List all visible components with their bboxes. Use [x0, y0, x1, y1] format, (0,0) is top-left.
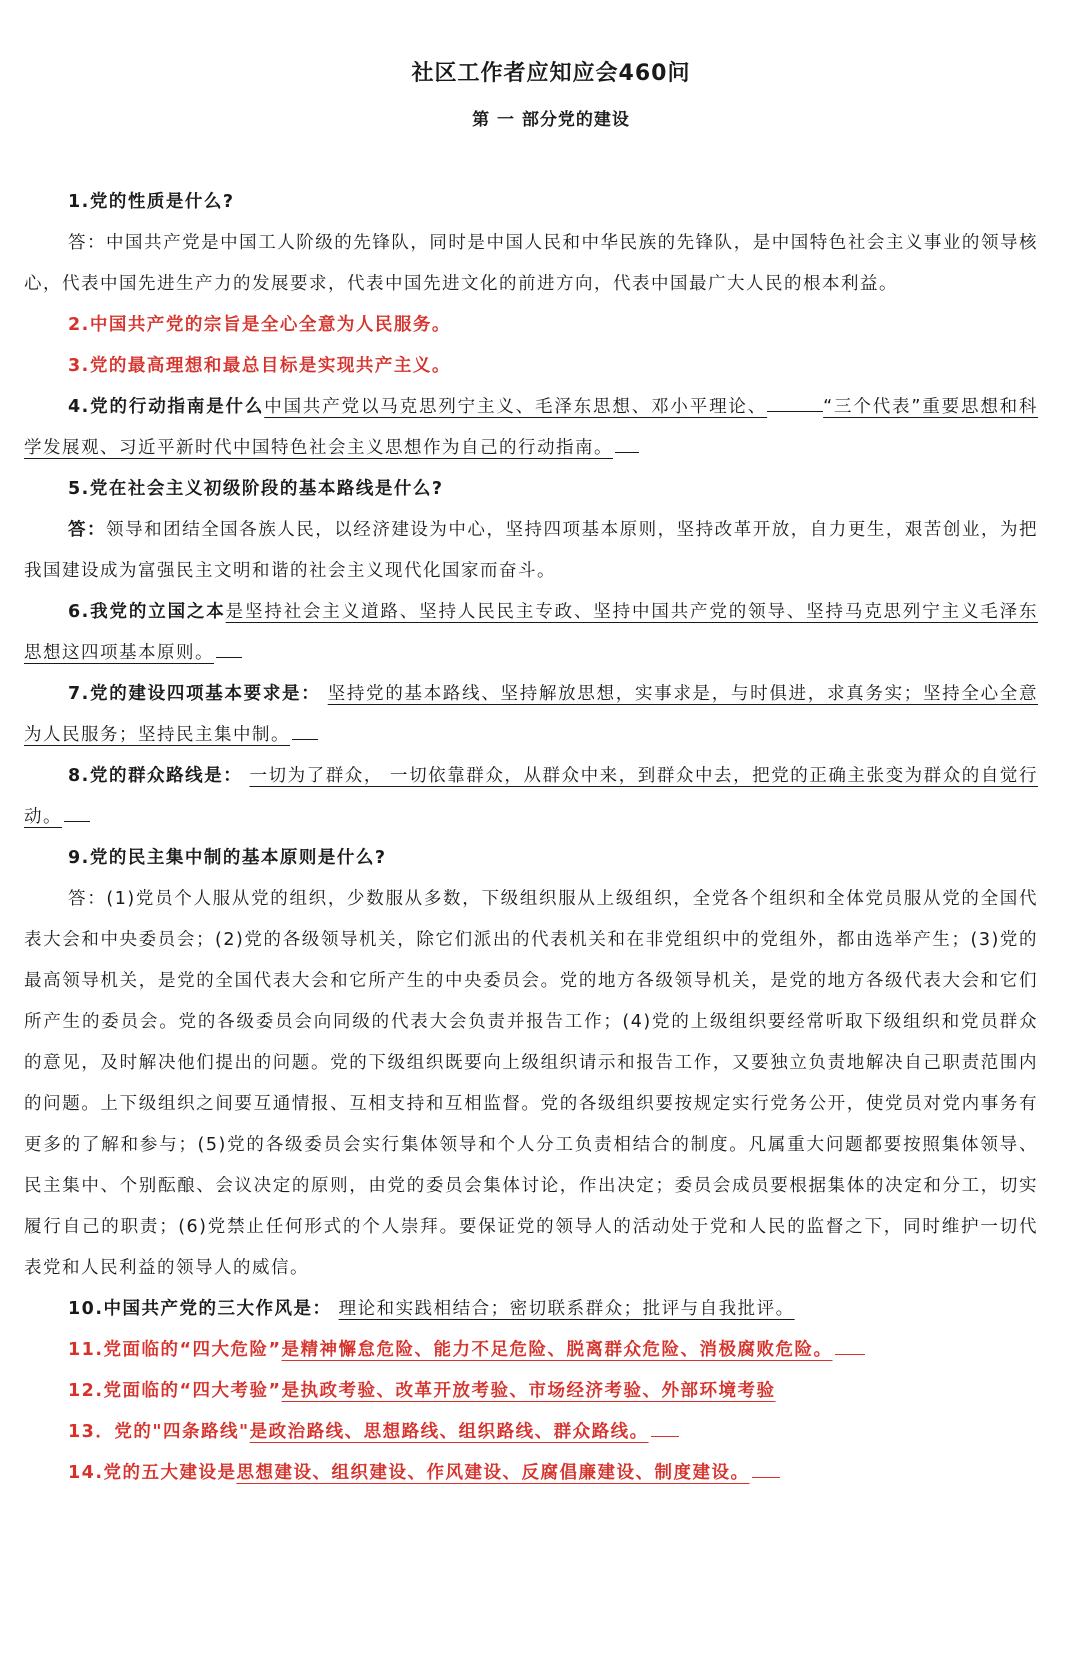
qa-item-6 [24, 592, 1038, 674]
qa-item-1 [24, 182, 1038, 305]
qa-item-4 [24, 387, 1038, 469]
section-subtitle: 第 一 部分党的建设 [472, 110, 630, 130]
question-text: 7.党的建设四项基本要求是： [68, 684, 321, 704]
question-text: 1.党的性质是什么? [68, 192, 235, 212]
answer-label: 答： [68, 520, 107, 540]
answer-text: 理论和实践相结合；密切联系群众；批评与自我批评。 [338, 1299, 795, 1319]
answer-text: 答：(1)党员个人服从党的组织，少数服从多数，下级组织服从上级组织，全党各个组织和全体党员服从党的全国代表大会和中央委员会；(2)党的各级领导机关，除它们派出的代表机关和在非党组织中的党组外，都由选举产生；(3)党的最高领导机关，是党的全国代表大会和它所产生的中央委员会。党的地方各级领导机关，是党的地方各级代表大会和它们所产生的委员会。党的各级委员会向同级的代表大会负责并报告工作；(4)党的上级组织要经常听取下级组织和党员群众的意见，及时解决他们提出的问题。党的下级组织既要向上级组织请示和报告工作，又要独立负责地解决自己职责范围内的问题。上下级组织之间要互通情报、互相支持和互相监督。党的各级组织要按规定实行党务公开，使党员对党内事务有更多的了解和参与；(5)党的各级委员会实行集体领导和个人分工负责相结合的制度。凡属重大问题都要按照集体领导、民主集中、个别酝酿、会议决定的原则，由党的委员会集体讨论，作出决定；委员会成员要根据集体的决定和分工，切实履行自己的职责；(6)党禁止任何形式的个人崇拜。要保证党的领导人的活动处于党和人民的监督之下，同时维护一切代表党和人民利益的领导人的威信。 [24, 889, 1038, 1278]
question-text: 10.中国共产党的三大作风是： [68, 1299, 332, 1319]
question-text: 11.党面临的“四大危险” [68, 1340, 282, 1360]
answer-text: 坚持党的基本路线、坚持解放思想，实事求是，与时俱进，求真务实；坚持全心全意为人民服务；坚持民主集中制。 [24, 684, 1038, 745]
answer-text: 领导和团结全国各族人民，以经济建设为中心，坚持四项基本原则，坚持改革开放，自力更生，艰苦创业，为把我国建设成为富强民主文明和谐的社会主义现代化国家而奋斗。 [24, 520, 1039, 581]
underline-tail [64, 820, 90, 822]
underline-tail [651, 1435, 679, 1437]
question-text: 5.党在社会主义初级阶段的基本路线是什么? [68, 479, 444, 499]
qa-item-5 [24, 469, 1038, 592]
qa-item-10 [24, 1289, 1038, 1330]
answer-text-part2: “三个代表”重要思想和科学发展观、习近平新时代中国特色社会主义思想作为自己的行动指南。 [24, 397, 1039, 458]
underline-tail [835, 1353, 865, 1355]
statement-item-2: 2.中国共产党的宗旨是全心全意为人民服务。 [68, 315, 451, 335]
question-text: 6.我党的立国之本 [68, 602, 226, 622]
qa-item-11 [24, 1330, 1038, 1371]
question-text: 13．党的"四条路线" [68, 1422, 250, 1442]
answer-text: 思想建设、组织建设、作风建设、反腐倡廉建设、制度建设。 [236, 1463, 750, 1483]
answer-text: 答：中国共产党是中国工人阶级的先锋队，同时是中国人民和中华民族的先锋队，是中国特色社会主义事业的领导核心，代表中国先进生产力的发展要求，代表中国先进文化的前进方向，代表中国最广大人民的根本利益。 [24, 233, 1038, 294]
qa-item-13 [24, 1412, 1038, 1453]
answer-text: 是政治路线、思想路线、组织路线、群众路线。 [249, 1422, 649, 1442]
answer-text: 是坚持社会主义道路、坚持人民民主专政、坚持中国共产党的领导、坚持马克思列宁主义毛泽东思想这四项基本原则。 [24, 602, 1039, 663]
question-text: 8.党的群众路线是： [68, 766, 243, 786]
question-text: 4.党的行动指南是什么 [68, 397, 265, 417]
question-text: 9.党的民主集中制的基本原则是什么? [68, 848, 387, 868]
underline-tail [292, 738, 318, 740]
underline-tail [752, 1476, 780, 1478]
qa-item-12 [24, 1371, 1038, 1412]
question-text: 14.党的五大建设是 [68, 1463, 237, 1483]
document-title: 社区工作者应知应会460问 [411, 61, 691, 86]
underline-gap [767, 410, 823, 412]
answer-text: 一切为了群众， 一切依靠群众，从群众中来，到群众中去，把党的正确主张变为群众的自觉行动。 [24, 766, 1038, 827]
qa-item-8 [24, 756, 1038, 838]
answer-text-part1: 中国共产党以马克思列宁主义、毛泽东思想、邓小平理论、 [264, 397, 768, 417]
question-text: 12.党面临的“四大考验” [68, 1381, 282, 1401]
underline-tail [615, 451, 639, 453]
qa-item-9 [24, 838, 1038, 1289]
qa-item-14 [24, 1453, 1038, 1494]
qa-item-7 [24, 674, 1038, 756]
answer-text: 是执政考验、改革开放考验、市场经济考验、外部环境考验 [281, 1381, 776, 1401]
underline-tail [216, 656, 242, 658]
statement-item-3: 3.党的最高理想和最总目标是实现共产主义。 [68, 356, 451, 376]
answer-text: 是精神懈怠危险、能力不足危险、脱离群众危险、消极腐败危险。 [281, 1340, 833, 1360]
